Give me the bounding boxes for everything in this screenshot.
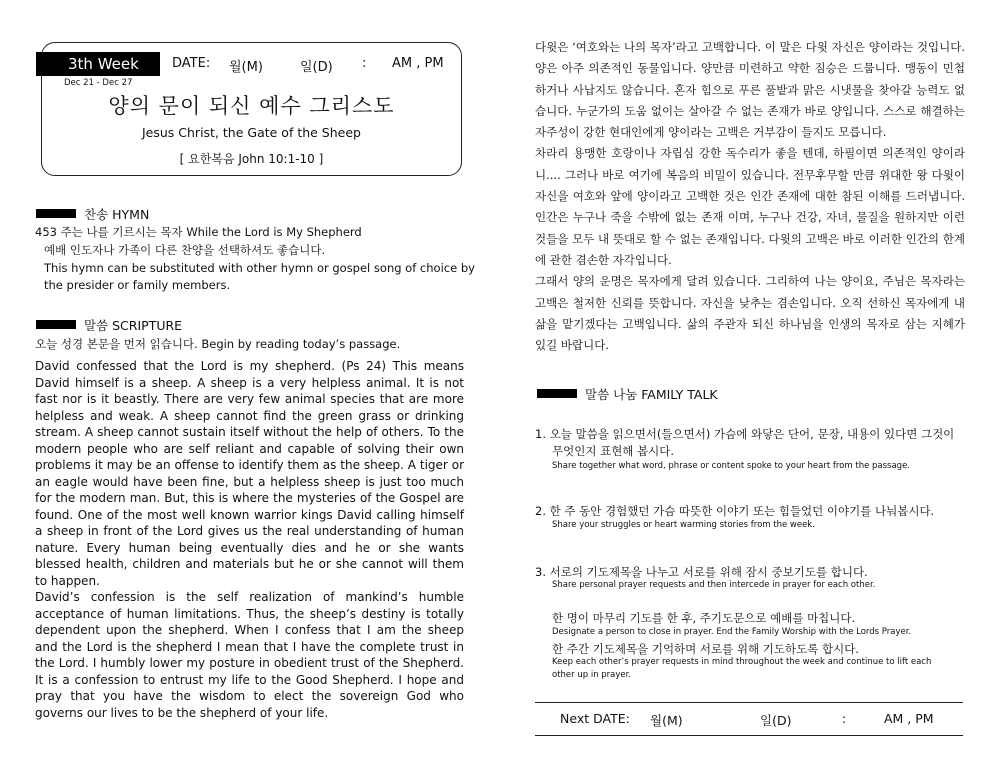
question-1-en: Share together what word, phrase or content spoke to your heart from the passage. xyxy=(552,461,911,471)
question-3: 3. 서로의 기도제목을 나누고 서로를 위해 잠시 중보기도를 합니다. xyxy=(535,565,868,579)
korean-paragraph: 그래서 양의 운명은 목자에게 달려 있습니다. 그리하여 나는 양이요, 주님은 목자라는 고백은 철저한 신뢰를 뜻합니다. 자신을 낮추는 겸손입니다. 오직 선하신 목자에게 내 삶을 맡기겠다는 고백입니다. 삶의 주관자 되신 하나님을 인생의 목자로 삼는 지혜가 있길 바랍니다. xyxy=(535,274,965,353)
footer-rule-bottom xyxy=(535,735,963,736)
scripture-reference: [ 요한복음 John 10:1-10 ] xyxy=(179,152,324,166)
closing-instruction: 한 명이 마무리 기도를 한 후, 주기도문으로 예배를 마칩니다. xyxy=(552,611,856,625)
next-date-label: Next DATE: xyxy=(560,711,630,726)
page-subtitle: Jesus Christ, the Gate of the Sheep xyxy=(141,125,361,140)
page-title: 양의 문이 되신 예수 그리스도 xyxy=(108,94,395,118)
next-date-month: 월(M) xyxy=(650,713,683,728)
week-badge: 3th Week xyxy=(36,52,160,76)
scripture-paragraph: David’s confession is the self realization of mankind’s humble acceptance of human limitations. Thus, the sheep’s destiny is totally dependent upon the shepherd. When I confess that I am the sheep and the Lord is the shepherd I mean that I have the complete trust in the Lord. I humbly lower my posture in obedient trust of the Shepherd. It is a confession to entrust my life to the Good Shepherd. I hope and pray that you have the wisdom to elect the sovereign God who governs our lives to be the shepherd of your life. xyxy=(35,590,464,720)
question-1: 1. 오늘 말씀을 읽으면서(들으면서) 가슴에 와닿은 단어, 문장, 내용이 있다면 그것이 xyxy=(535,427,955,441)
date-ampm: AM , PM xyxy=(392,56,444,71)
section-marker xyxy=(537,389,577,398)
weekly-instruction-en: Keep each other’s prayer requests in mind throughout the week and continue to lift each xyxy=(552,657,932,667)
next-date-ampm: AM , PM xyxy=(884,711,934,726)
scripture-heading: 말씀 SCRIPTURE xyxy=(84,318,183,333)
korean-body xyxy=(535,37,965,356)
section-marker xyxy=(36,209,76,218)
hymn-heading: 찬송 HYMN xyxy=(84,207,150,222)
question-3-en: Share personal prayer requests and then intercede in prayer for each other. xyxy=(552,580,876,590)
weekly-instruction: 한 주간 기도제목을 기억하며 서로를 위해 기도하도록 합시다. xyxy=(552,642,859,656)
weekly-instruction-en2: other up in prayer. xyxy=(552,670,632,680)
question-2: 2. 한 주 동안 경험했던 가슴 따뜻한 이야기 또는 힘들었던 이야기를 나눠봅시다. xyxy=(535,504,935,518)
footer-rule-top xyxy=(535,702,963,703)
next-date-day: 일(D) xyxy=(760,713,792,728)
korean-paragraph: 다윗은 ‘여호와는 나의 목자’라고 고백합니다. 이 말은 다윗 자신은 양이라는 것입니다. 양은 아주 의존적인 동물입니다. 양만큼 미련하고 약한 짐승은 드뭅니다. 맹동이 민첩하거나 사납지도 않습니다. 혼자 힘으로 푸른 풀밭과 맑은 시냇물을 찾아갈 능력도 없습니다. 누군가의 도움 없이는 살아갈 수 없는 존재가 바로 양입니다. 스스로 해결하는 자주성이 강한 현대인에게 양이라는 고백은 거부감이 들지도 모릅니다. xyxy=(535,40,965,140)
hymn-note-en: This hymn can be substituted with other hymn or gospel song of choice by xyxy=(44,261,475,275)
date-label: DATE: xyxy=(172,56,211,71)
question-2-en: Share your struggles or heart warming stories from the week. xyxy=(552,520,815,530)
scripture-paragraph: David confessed that the Lord is my shepherd. (Ps 24) This means David himself is a sheep. A sheep is a very helpless animal. It is not fast nor is it beastly. There are very few animal species that are more helpless and weak. A sheep cannot find the green grass or drinking stream. A sheep cannot sustain itself without the help of others. To the modern people who are self reliant and capable of solving their own problems it may be an offense to identify them as the sheep. A tiger or an eagle would have been fine, but a helpless sheep is just too much for the modern man. But, this is where the mysteries of the Gospel are found. One of the most well known warrior kings David calling himself a sheep in front of the Lord gives us the real understanding of human nature. Every human being eventually dies and he or she wants blessed health, children and materials but he or she cannot will them to happen. xyxy=(35,359,464,588)
section-marker xyxy=(36,320,76,329)
family-talk-heading: 말씀 나눔 FAMILY TALK xyxy=(585,387,718,402)
hymn-note-ko: 예배 인도자나 가족이 다른 찬양을 선택하셔도 좋습니다. xyxy=(44,243,326,257)
next-date-colon: : xyxy=(842,711,847,726)
scripture-body xyxy=(35,358,464,721)
date-colon: : xyxy=(362,56,367,71)
hymn-line: 453 주는 나를 기르시는 목자 While the Lord is My Shepherd xyxy=(35,225,362,239)
question-1-cont: 무엇인지 표현해 봅시다. xyxy=(552,444,675,458)
date-month: 월(M) xyxy=(229,60,263,75)
date-range: Dec 21 - Dec 27 xyxy=(64,78,133,88)
scripture-intro: 오늘 성경 본문을 먼저 읽습니다. Begin by reading today’s passage. xyxy=(35,337,401,351)
date-day: 일(D) xyxy=(300,60,333,75)
korean-paragraph: 차라리 용맹한 호랑이나 자립심 강한 독수리가 좋을 텐데, 하필이면 의존적인 양이라니.... 그러나 바로 여기에 복음의 비밀이 있습니다. 전무후무할 만큼 위대한 왕 다윗이 자신을 여호와 앞에 양이라고 고백한 것은 인간 존재에 대한 참된 이해를 드러냅니다. 인간은 누구나 죽을 수밖에 없는 존재 이며, 누구나 건강, 자녀, 물질을 원하지만 이런 것들을 모두 내 뜻대로 할 수 없는 존재입니다. 다윗의 고백은 바로 이러한 인간의 한계에 관한 겸손한 자각입니다. xyxy=(535,146,965,267)
hymn-note-en2: the presider or family members. xyxy=(44,278,231,292)
closing-instruction-en: Designate a person to close in prayer. End the Family Worship with the Lords Prayer. xyxy=(552,627,912,637)
